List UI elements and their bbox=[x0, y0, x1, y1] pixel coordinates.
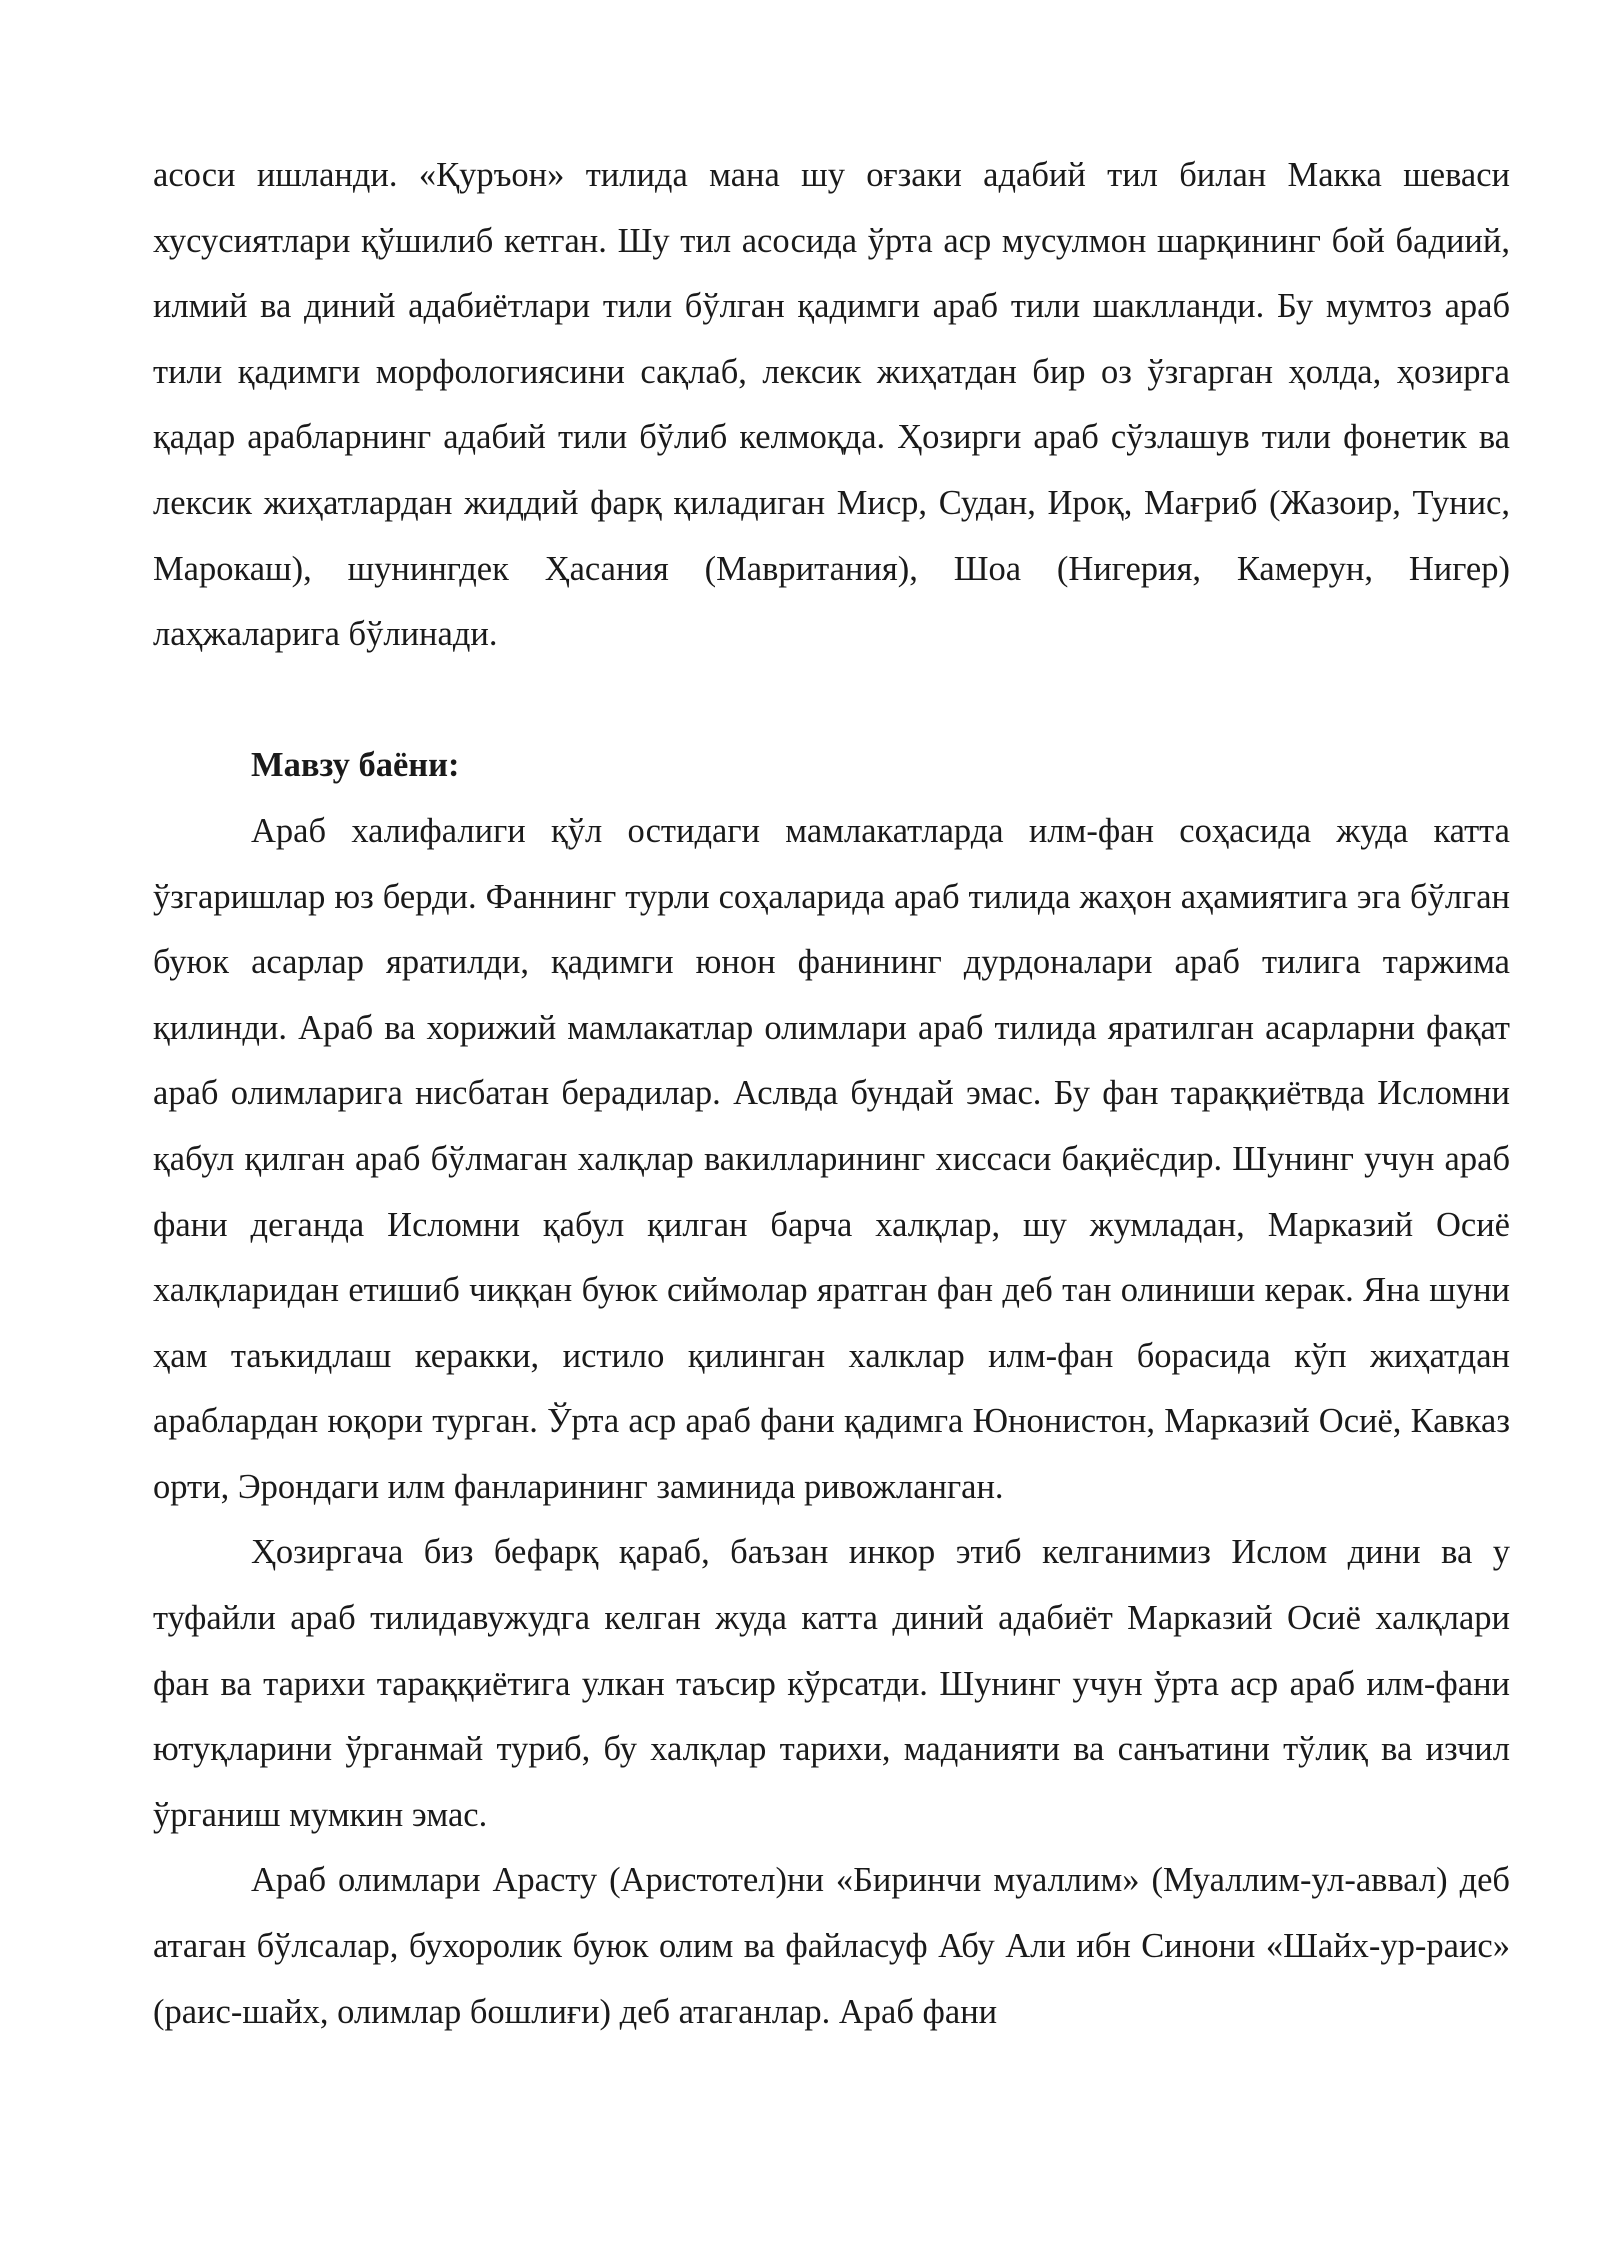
section-heading: Мавзу баёни: bbox=[251, 746, 460, 785]
page-body bbox=[153, 143, 1510, 2045]
paragraph-spacer bbox=[153, 668, 1510, 734]
body-paragraph-3: Араб олимлари Арасту (Аристотел)ни «Биринчи муаллим» (Муаллим-ул-аввал) деб атаган бўлсалар, бухоролик буюк олим ва файласуф Абу Али ибн Синони «Шайх-ур-раис» (раис-шайх, олимлар бошлиғи) деб атаганлар. Араб фани bbox=[153, 1861, 1510, 2031]
body-paragraph-1: Араб халифалиги қўл остидаги мамлакатларда илм-фан соҳасида жуда катта ўзгаришлар юз берди. Фаннинг турли соҳаларида араб тилида жаҳон аҳамиятига эга бўлган буюк асарлар яратилди, қадимги юнон фанининг дурдоналари араб тилига таржима қилинди. Араб ва хорижий мамлакатлар олимлари араб тилида яратилган асарларни фақат араб олимларига нисбатан берадилар. Аслвда бундай эмас. Бу фан тараққиётвда Исломни қабул қилган араб бўлмаган халқлар вакилларининг хиссаси бақиёсдир. Шунинг учун араб фани деганда Исломни қабул қилган барча халқлар, шу жумладан, Марказий Осиё халқларидан етишиб чиққан буюк сиймолар яратган фан деб тан олиниши керак. Яна шуни ҳам таъкидлаш керакки, истило қилинган халклар илм-фан борасида кўп жиҳатдан араблардан юқори турган. Ўрта аср араб фани қадимга Юнонистон, Марказий Осиё, Кавказ орти, Эрондаги илм фанларининг заминида ривожланган. bbox=[153, 811, 1510, 1506]
intro-paragraph: асоси ишланди. «Қуръон» тилида мана шу оғзаки адабий тил билан Макка шеваси хусусиятлари қўшилиб кетган. Шу тил асосида ўрта аср мусулмон шарқининг бой бадиий, илмий ва диний адабиётлари тили бўлган қадимги араб тили шаклланди. Бу мумтоз араб тили қадимги морфологиясини сақлаб, лексик жиҳатдан бир оз ўзгарган ҳолда, ҳозирга қадар арабларнинг адабий тили бўлиб келмоқда. Ҳозирги араб сўзлашув тили фонетик ва лексик жиҳатлардан жиддий фарқ қиладиган Миср, Судан, Ироқ, Мағриб (Жазоир, Тунис, Марокаш), шунингдек Ҳасания (Мавритания), Шоа (Нигерия, Камерун, Нигер) лаҳжаларига бўлинади. bbox=[153, 156, 1510, 654]
body-paragraph-2: Ҳозиргача биз бефарқ қараб, баъзан инкор этиб келганимиз Ислом дини ва у туфайли араб тилидавужудга келган жуда катта диний адабиёт Марказий Осиё халқлари фан ва тарихи тараққиётига улкан таъсир кўрсатди. Шунинг учун ўрта аср араб илм-фани ютуқларини ўрганмай туриб, бу халқлар тарихи, маданияти ва санъатини тўлиқ ва изчил ўрганиш мумкин эмас. bbox=[153, 1533, 1510, 1834]
